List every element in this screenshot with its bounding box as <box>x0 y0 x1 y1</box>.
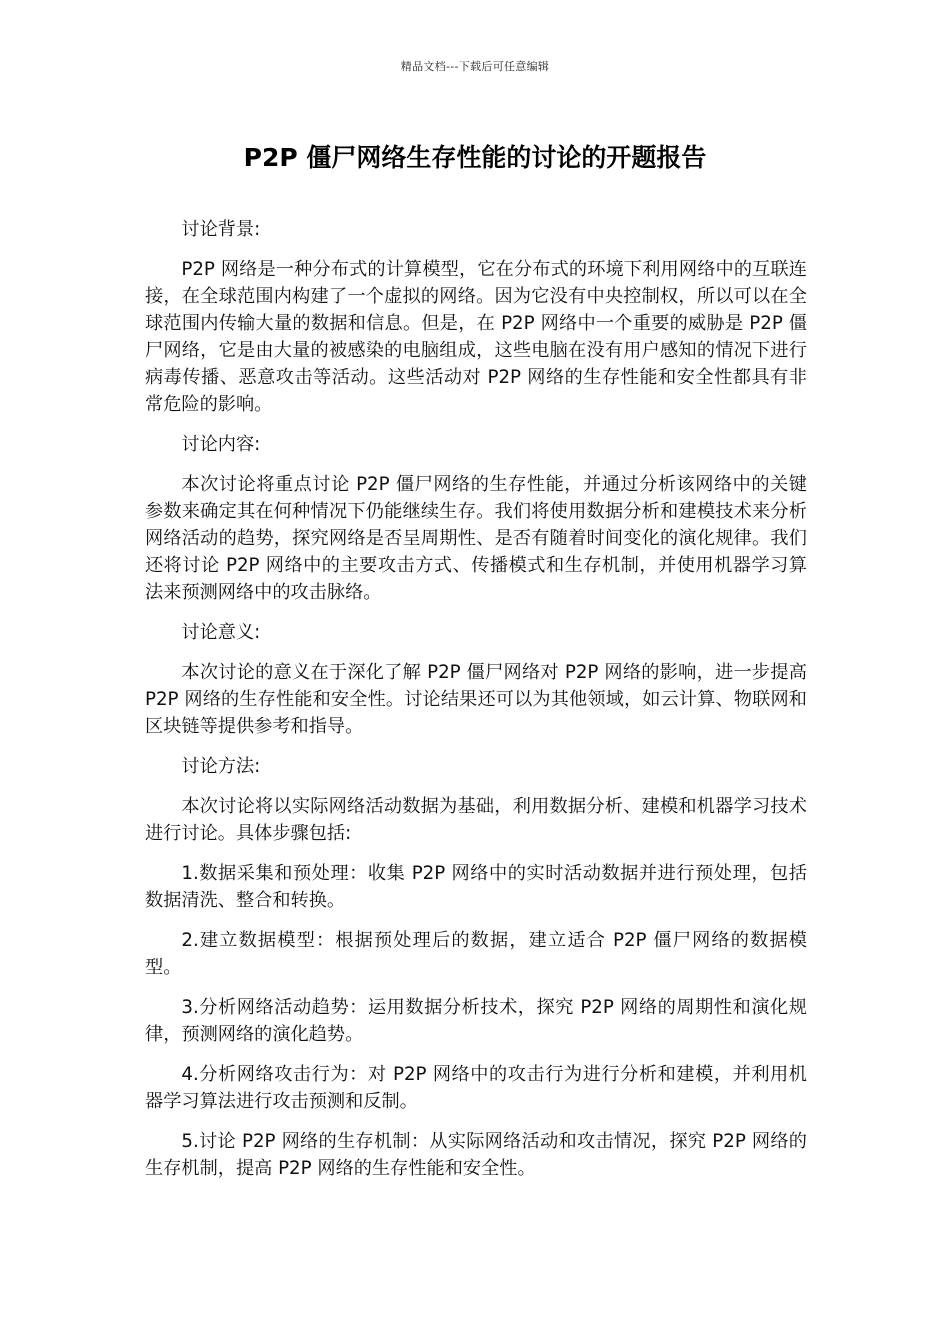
method-step-4: 4.分析网络攻击行为：对 P2P 网络中的攻击行为进行分析和建模，并利用机器学习算法进行攻击预测和反制。 <box>145 1064 807 1112</box>
paragraph-method: 本次讨论将以实际网络活动数据为基础，利用数据分析、建模和机器学习技术进行讨论。具体步骤包括: <box>145 796 807 844</box>
document-body <box>145 216 807 1195</box>
section-heading-method: 讨论方法: <box>181 756 261 777</box>
method-step-3: 3.分析网络活动趋势：运用数据分析技术，探究 P2P 网络的周期性和演化规律，预测网络的演化趋势。 <box>145 997 807 1045</box>
paragraph-background: P2P 网络是一种分布式的计算模型，它在分布式的环境下利用网络中的互联连接，在全球范围内构建了一个虚拟的网络。因为它没有中央控制权，所以可以在全球范围内传输大量的数据和信息。但是，在 P2P 网络中一个重要的威胁是 P2P 僵尸网络，它是由大量的被感染的电脑组成，这些电脑在没有用户感知的情况下进行病毒传播、恶意攻击等活动。这些活动对 P2P 网络的生存性能和安全性都具有非常危险的影响。 <box>145 259 807 415</box>
section-heading-background: 讨论背景: <box>181 219 261 240</box>
section-heading-significance: 讨论意义: <box>181 622 261 643</box>
method-step-2: 2.建立数据模型：根据预处理后的数据，建立适合 P2P 僵尸网络的数据模型。 <box>145 930 807 978</box>
header-note: 精品文档---下载后可任意编辑 <box>400 60 550 73</box>
method-step-1: 1.数据采集和预处理：收集 P2P 网络中的实时活动数据并进行预处理，包括数据清洗、整合和转换。 <box>145 863 807 911</box>
paragraph-significance: 本次讨论的意义在于深化了解 P2P 僵尸网络对 P2P 网络的影响，进一步提高 P2P 网络的生存性能和安全性。讨论结果还可以为其他领域，如云计算、物联网和区块链等提供参考和指导。 <box>145 662 807 737</box>
method-step-5: 5.讨论 P2P 网络的生存机制：从实际网络活动和攻击情况，探究 P2P 网络的生存机制，提高 P2P 网络的生存性能和安全性。 <box>145 1131 807 1179</box>
document-title: P2P 僵尸网络生存性能的讨论的开题报告 <box>243 143 707 172</box>
section-heading-content: 讨论内容: <box>181 434 261 455</box>
paragraph-content: 本次讨论将重点讨论 P2P 僵尸网络的生存性能，并通过分析该网络中的关键参数来确定其在何种情况下仍能继续生存。我们将使用数据分析和建模技术来分析网络活动的趋势，探究网络是否呈周期性、是否有随着时间变化的演化规律。我们还将讨论 P2P 网络中的主要攻击方式、传播模式和生存机制，并使用机器学习算法来预测网络中的攻击脉络。 <box>145 474 807 603</box>
